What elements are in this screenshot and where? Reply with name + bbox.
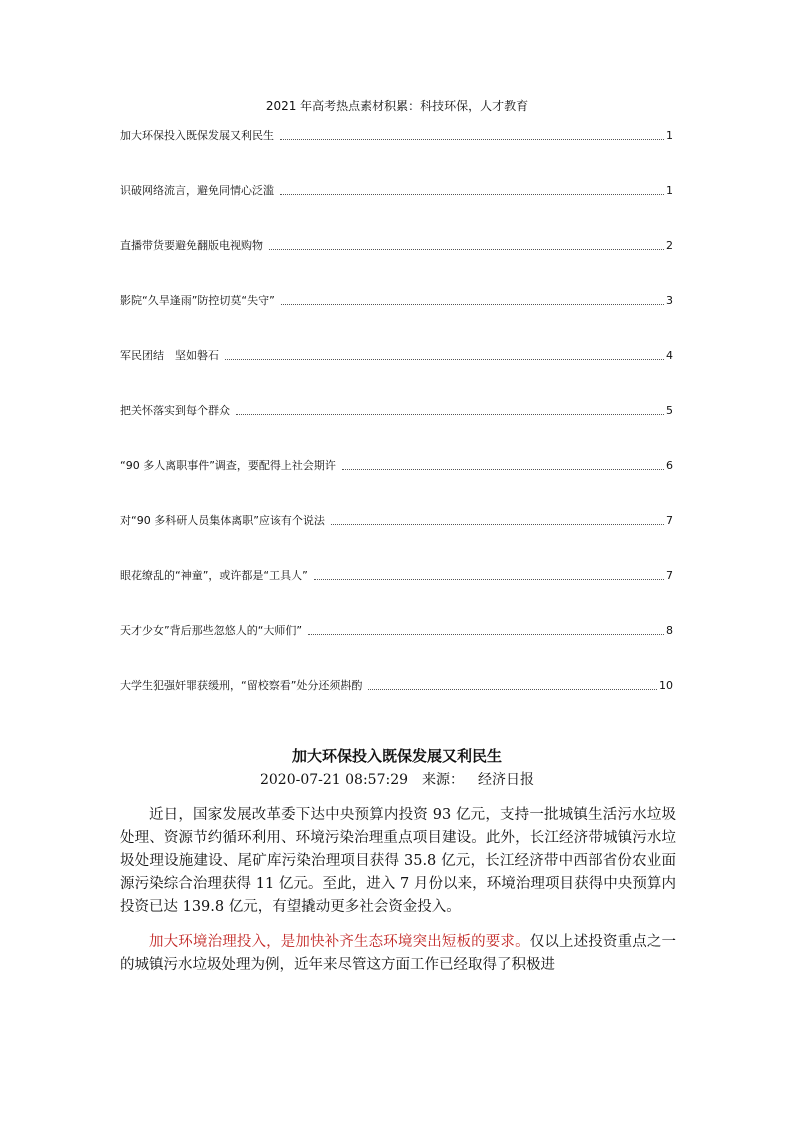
toc-leader-dots	[280, 139, 664, 140]
source-label: 来源：	[422, 772, 465, 788]
toc-entry-label: 直播带货要避免翻版电视购物	[120, 239, 263, 252]
toc-entry[interactable]	[120, 623, 673, 638]
toc-page-number: 4	[666, 349, 673, 362]
toc-entry[interactable]	[120, 183, 673, 198]
toc-page-number: 2	[666, 239, 673, 252]
toc-leader-dots	[281, 304, 664, 305]
toc-entry-label: 天才少女”背后那些忽悠人的“大师们”	[120, 624, 303, 637]
toc-leader-dots	[236, 414, 664, 415]
toc-entry-label: 把关怀落实到每个群众	[120, 404, 230, 417]
toc-page-number: 10	[659, 679, 673, 692]
table-of-contents	[120, 128, 673, 733]
toc-entry[interactable]	[120, 403, 673, 418]
toc-entry[interactable]	[120, 513, 673, 528]
toc-entry[interactable]	[120, 128, 673, 143]
article-byline	[0, 770, 794, 790]
toc-leader-dots	[269, 249, 664, 250]
toc-page-number: 7	[666, 569, 673, 582]
toc-leader-dots	[280, 194, 664, 195]
toc-leader-dots	[331, 524, 664, 525]
article-body	[120, 804, 676, 989]
toc-entry-label: 识破网络流言，避免同情心泛滥	[120, 184, 274, 197]
toc-entry[interactable]	[120, 568, 673, 583]
toc-leader-dots	[225, 359, 664, 360]
article-date: 2020-07-21 08:57:29	[259, 772, 409, 788]
toc-entry[interactable]	[120, 458, 673, 473]
toc-title: 2021 年高考热点素材积累：科技环保，人才教育	[265, 99, 529, 113]
toc-entry-label: 影院“久旱逢雨”防控切莫“失守”	[120, 294, 275, 307]
article-source: 经济日报	[478, 772, 535, 788]
toc-leader-dots	[342, 469, 664, 470]
paragraph-text: 仅以上述投资重点之一的城镇污水垃圾处理为例，近年来尽管这方面工作已经取得了积极进	[120, 934, 677, 973]
toc-entry-label: 加大环保投入既保发展又利民生	[120, 129, 274, 142]
toc-page-number: 5	[666, 404, 673, 417]
toc-leader-dots	[314, 579, 664, 580]
toc-entry-label: 对“90 多科研人员集体离职”应该有个说法	[120, 514, 325, 527]
toc-entry[interactable]	[120, 293, 673, 308]
paragraph	[120, 931, 676, 977]
paragraph: 近日，国家发展改革委下达中央预算内投资 93 亿元，支持一批城镇生活污水垃圾处理、资源节约循环利用、环境污染治理重点项目建设。此外，长江经济带城镇污水垃圾处理设施建设、尾矿库污染治理项目获得 35.8 亿元，长江经济带中西部省份农业面源污染综合治理获得 11 亿元。至此，进入 7 月份以来，环境治理项目获得中央预算内投资已达 139.8 亿元，有望撬动更多社会资金投入。	[120, 807, 676, 915]
toc-page-number: 8	[666, 624, 673, 637]
toc-entry[interactable]	[120, 238, 673, 253]
toc-page-number: 7	[666, 514, 673, 527]
article-title: 加大环保投入既保发展又利民生	[291, 747, 502, 765]
toc-entry-label: 大学生犯强奸罪获缓刑，“留校察看”处分还须斟酌	[120, 679, 363, 692]
toc-page-number: 3	[666, 294, 673, 307]
toc-page-number: 1	[666, 129, 673, 142]
toc-page-number: 1	[666, 184, 673, 197]
toc-leader-dots	[308, 634, 664, 635]
toc-entry[interactable]	[120, 678, 673, 693]
toc-entry-label: “90 多人离职事件”调查，要配得上社会期许	[120, 459, 336, 472]
toc-entry-label: 眼花缭乱的“神童”，或许都是“工具人”	[120, 569, 308, 582]
highlighted-text: 加大环境治理投入，是加快补齐生态环境突出短板的要求。	[149, 934, 530, 950]
toc-page-number: 6	[666, 459, 673, 472]
toc-entry-label: 军民团结 坚如磐石	[120, 349, 219, 362]
toc-entry[interactable]	[120, 348, 673, 363]
toc-leader-dots	[368, 689, 657, 690]
